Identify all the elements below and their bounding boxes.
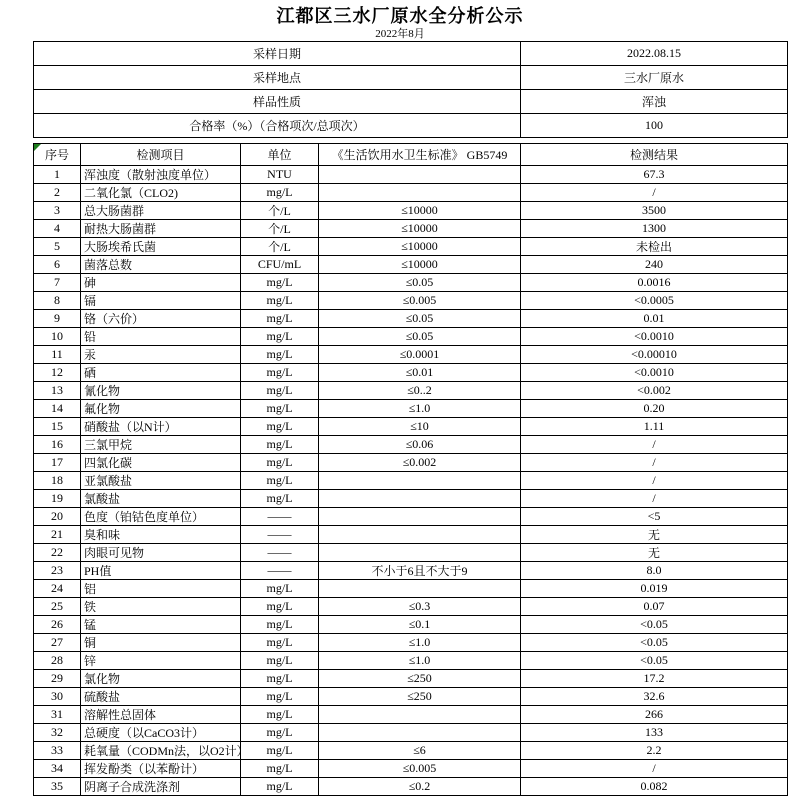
table-row xyxy=(34,724,788,742)
cell-standard: ≤0.01 xyxy=(319,364,521,382)
cell-unit: mg/L xyxy=(241,436,319,454)
cell-result: <0.002 xyxy=(521,382,788,400)
sample-info-table xyxy=(33,41,788,138)
cell-unit: mg/L xyxy=(241,328,319,346)
cell-item: 氟化物 xyxy=(81,400,241,418)
cell-item: 氯酸盐 xyxy=(81,490,241,508)
cell-item: 大肠埃希氏菌 xyxy=(81,238,241,256)
cell-result: 17.2 xyxy=(521,670,788,688)
cell-standard: ≤1.0 xyxy=(319,652,521,670)
cell-result: 2.2 xyxy=(521,742,788,760)
cell-item: 砷 xyxy=(81,274,241,292)
table-row xyxy=(34,652,788,670)
cell-unit: mg/L xyxy=(241,706,319,724)
cell-item: 氰化物 xyxy=(81,382,241,400)
table-row xyxy=(34,778,788,796)
page-title: 江都区三水厂原水全分析公示 xyxy=(276,6,524,26)
cell-seq: 33 xyxy=(34,742,81,760)
info-label: 样品性质 xyxy=(34,90,521,114)
cell-seq: 4 xyxy=(34,220,81,238)
cell-unit: mg/L xyxy=(241,292,319,310)
table-row xyxy=(34,490,788,508)
cell-seq: 26 xyxy=(34,616,81,634)
cell-standard: ≤0.005 xyxy=(319,760,521,778)
table-row xyxy=(34,742,788,760)
cell-item: 亚氯酸盐 xyxy=(81,472,241,490)
table-row xyxy=(34,418,788,436)
info-value: 浑浊 xyxy=(521,90,788,114)
table-row xyxy=(34,526,788,544)
cell-standard: ≤0.1 xyxy=(319,616,521,634)
cell-item: 总硬度（以CaCO3计） xyxy=(81,724,241,742)
cell-result: 无 xyxy=(521,544,788,562)
cell-item: 铅 xyxy=(81,328,241,346)
cell-result: 266 xyxy=(521,706,788,724)
cell-item: 菌落总数 xyxy=(81,256,241,274)
cell-standard: ≤250 xyxy=(319,688,521,706)
table-row xyxy=(34,598,788,616)
cell-standard: ≤0.05 xyxy=(319,310,521,328)
cell-item: 铁 xyxy=(81,598,241,616)
cell-unit: mg/L xyxy=(241,670,319,688)
cell-seq: 25 xyxy=(34,598,81,616)
cell-result: 240 xyxy=(521,256,788,274)
cell-seq: 12 xyxy=(34,364,81,382)
cell-standard xyxy=(319,544,521,562)
cell-standard: ≤10000 xyxy=(319,256,521,274)
cell-standard xyxy=(319,490,521,508)
cell-standard xyxy=(319,580,521,598)
cell-seq: 23 xyxy=(34,562,81,580)
cell-standard: 不小于6且不大于9 xyxy=(319,562,521,580)
cell-seq: 22 xyxy=(34,544,81,562)
cell-seq: 8 xyxy=(34,292,81,310)
cell-unit: mg/L xyxy=(241,184,319,202)
cell-standard: ≤0..2 xyxy=(319,382,521,400)
table-row xyxy=(34,634,788,652)
col-header-standard: 《生活饮用水卫生标准》 GB5749 xyxy=(319,144,521,166)
table-row xyxy=(34,706,788,724)
cell-item: 锌 xyxy=(81,652,241,670)
info-value: 100 xyxy=(521,114,788,138)
cell-item: 四氯化碳 xyxy=(81,454,241,472)
cell-standard: ≤0.002 xyxy=(319,454,521,472)
cell-seq: 2 xyxy=(34,184,81,202)
cell-standard: ≤0.005 xyxy=(319,292,521,310)
cell-standard xyxy=(319,472,521,490)
table-row xyxy=(34,202,788,220)
cell-item: 色度（铂钴色度单位） xyxy=(81,508,241,526)
cell-result: 133 xyxy=(521,724,788,742)
cell-seq: 20 xyxy=(34,508,81,526)
cell-item: 总大肠菌群 xyxy=(81,202,241,220)
cell-unit: mg/L xyxy=(241,724,319,742)
col-header-unit: 单位 xyxy=(241,144,319,166)
cell-result: 0.082 xyxy=(521,778,788,796)
cell-seq: 35 xyxy=(34,778,81,796)
info-label: 合格率（%）（合格项次/总项次） xyxy=(34,114,521,138)
cell-unit: —— xyxy=(241,562,319,580)
cell-result: 1.11 xyxy=(521,418,788,436)
cell-result: 8.0 xyxy=(521,562,788,580)
cell-result: 0.01 xyxy=(521,310,788,328)
cell-result: 无 xyxy=(521,526,788,544)
info-row xyxy=(34,90,788,114)
cell-unit: mg/L xyxy=(241,310,319,328)
cell-result: / xyxy=(521,184,788,202)
cell-result: <0.0010 xyxy=(521,328,788,346)
cell-item: 挥发酚类（以苯酚计） xyxy=(81,760,241,778)
table-row xyxy=(34,688,788,706)
cell-unit: —— xyxy=(241,508,319,526)
table-row xyxy=(34,436,788,454)
cell-standard: ≤0.06 xyxy=(319,436,521,454)
cell-standard: ≤0.05 xyxy=(319,328,521,346)
cell-unit: mg/L xyxy=(241,778,319,796)
cell-unit: mg/L xyxy=(241,400,319,418)
cell-seq: 21 xyxy=(34,526,81,544)
cell-item: 硒 xyxy=(81,364,241,382)
cell-unit: mg/L xyxy=(241,364,319,382)
cell-result: / xyxy=(521,490,788,508)
cell-item: 耗氧量（CODMn法，以O2计） xyxy=(81,742,241,760)
cell-result: 67.3 xyxy=(521,166,788,184)
cell-seq: 32 xyxy=(34,724,81,742)
cell-item: 肉眼可见物 xyxy=(81,544,241,562)
cell-item: 二氧化氯（CLO2) xyxy=(81,184,241,202)
cell-item: 溶解性总固体 xyxy=(81,706,241,724)
cell-standard xyxy=(319,706,521,724)
cell-standard: ≤6 xyxy=(319,742,521,760)
cell-unit: mg/L xyxy=(241,346,319,364)
cell-unit: 个/L xyxy=(241,202,319,220)
cell-seq: 18 xyxy=(34,472,81,490)
cell-seq: 14 xyxy=(34,400,81,418)
cell-seq: 1 xyxy=(34,166,81,184)
cell-seq: 27 xyxy=(34,634,81,652)
cell-item: PH值 xyxy=(81,562,241,580)
info-row xyxy=(34,42,788,66)
cell-standard: ≤0.3 xyxy=(319,598,521,616)
cell-item: 臭和味 xyxy=(81,526,241,544)
cell-standard xyxy=(319,508,521,526)
cell-seq: 9 xyxy=(34,310,81,328)
cell-item: 浑浊度（散射浊度单位） xyxy=(81,166,241,184)
cell-unit: mg/L xyxy=(241,472,319,490)
cell-seq: 11 xyxy=(34,346,81,364)
cell-result: 3500 xyxy=(521,202,788,220)
cell-item: 硫酸盐 xyxy=(81,688,241,706)
col-header-item: 检测项目 xyxy=(81,144,241,166)
cell-unit: mg/L xyxy=(241,382,319,400)
cell-seq: 24 xyxy=(34,580,81,598)
info-row xyxy=(34,66,788,90)
table-row xyxy=(34,580,788,598)
cell-item: 铜 xyxy=(81,634,241,652)
cell-seq: 30 xyxy=(34,688,81,706)
cell-unit: mg/L xyxy=(241,274,319,292)
table-row xyxy=(34,166,788,184)
table-row xyxy=(34,454,788,472)
cell-unit: mg/L xyxy=(241,634,319,652)
cell-standard: ≤1.0 xyxy=(319,400,521,418)
cell-unit: mg/L xyxy=(241,598,319,616)
table-row xyxy=(34,292,788,310)
cell-result: <5 xyxy=(521,508,788,526)
table-row xyxy=(34,364,788,382)
cell-seq: 29 xyxy=(34,670,81,688)
cell-item: 三氯甲烷 xyxy=(81,436,241,454)
cell-item: 镉 xyxy=(81,292,241,310)
cell-item: 锰 xyxy=(81,616,241,634)
cell-result: <0.00010 xyxy=(521,346,788,364)
table-row xyxy=(34,238,788,256)
table-row xyxy=(34,670,788,688)
cell-result: <0.05 xyxy=(521,652,788,670)
col-header-seq xyxy=(34,144,81,166)
cell-unit: mg/L xyxy=(241,760,319,778)
cell-unit: —— xyxy=(241,526,319,544)
cell-seq: 19 xyxy=(34,490,81,508)
cell-standard: ≤10000 xyxy=(319,202,521,220)
info-label: 采样地点 xyxy=(34,66,521,90)
cell-result: / xyxy=(521,454,788,472)
cell-item: 汞 xyxy=(81,346,241,364)
table-row xyxy=(34,346,788,364)
table-row xyxy=(34,220,788,238)
cell-result: <0.05 xyxy=(521,616,788,634)
cell-standard: ≤250 xyxy=(319,670,521,688)
cell-seq: 31 xyxy=(34,706,81,724)
cell-seq: 17 xyxy=(34,454,81,472)
table-row xyxy=(34,544,788,562)
cell-standard: ≤10000 xyxy=(319,220,521,238)
table-row xyxy=(34,310,788,328)
cell-seq: 3 xyxy=(34,202,81,220)
table-row xyxy=(34,382,788,400)
table-row xyxy=(34,400,788,418)
info-row xyxy=(34,114,788,138)
cell-unit: NTU xyxy=(241,166,319,184)
cell-seq: 6 xyxy=(34,256,81,274)
cell-item: 耐热大肠菌群 xyxy=(81,220,241,238)
info-label: 采样日期 xyxy=(34,42,521,66)
cell-standard xyxy=(319,724,521,742)
info-value: 三水厂原水 xyxy=(521,66,788,90)
cell-result: 1300 xyxy=(521,220,788,238)
cell-item: 硝酸盐（以N计） xyxy=(81,418,241,436)
cell-unit: CFU/mL xyxy=(241,256,319,274)
col-header-result: 检测结果 xyxy=(521,144,788,166)
cell-item: 氯化物 xyxy=(81,670,241,688)
cell-result: 0.07 xyxy=(521,598,788,616)
header-row xyxy=(34,144,788,166)
cell-unit: mg/L xyxy=(241,652,319,670)
table-row xyxy=(34,184,788,202)
cell-standard: ≤10000 xyxy=(319,238,521,256)
cell-result: <0.05 xyxy=(521,634,788,652)
cell-result: 0.20 xyxy=(521,400,788,418)
cell-unit: mg/L xyxy=(241,742,319,760)
table-row xyxy=(34,760,788,778)
cell-standard xyxy=(319,184,521,202)
cell-result: / xyxy=(521,472,788,490)
table-row xyxy=(34,256,788,274)
cell-item: 铝 xyxy=(81,580,241,598)
cell-result: 未检出 xyxy=(521,238,788,256)
cell-result: <0.0005 xyxy=(521,292,788,310)
table-row xyxy=(34,562,788,580)
cell-unit: mg/L xyxy=(241,490,319,508)
cell-result: 0.019 xyxy=(521,580,788,598)
cell-result: <0.0010 xyxy=(521,364,788,382)
col-header-seq-label: 序号 xyxy=(44,148,69,162)
cell-standard: ≤10 xyxy=(319,418,521,436)
cell-seq: 34 xyxy=(34,760,81,778)
cell-seq: 16 xyxy=(34,436,81,454)
cell-seq: 10 xyxy=(34,328,81,346)
cell-unit: mg/L xyxy=(241,454,319,472)
cell-unit: —— xyxy=(241,544,319,562)
cell-unit: mg/L xyxy=(241,418,319,436)
cell-seq: 5 xyxy=(34,238,81,256)
analysis-table xyxy=(33,143,788,796)
table-row xyxy=(34,508,788,526)
cell-standard: ≤0.0001 xyxy=(319,346,521,364)
page-subtitle: 2022年8月 xyxy=(375,28,425,40)
cell-standard: ≤0.2 xyxy=(319,778,521,796)
comment-indicator-icon xyxy=(34,144,41,151)
cell-standard: ≤1.0 xyxy=(319,634,521,652)
cell-seq: 13 xyxy=(34,382,81,400)
cell-unit: 个/L xyxy=(241,238,319,256)
cell-unit: mg/L xyxy=(241,580,319,598)
table-row xyxy=(34,472,788,490)
cell-result: 0.0016 xyxy=(521,274,788,292)
cell-result: / xyxy=(521,436,788,454)
cell-standard: ≤0.05 xyxy=(319,274,521,292)
table-row xyxy=(34,328,788,346)
info-value: 2022.08.15 xyxy=(521,42,788,66)
cell-seq: 28 xyxy=(34,652,81,670)
cell-unit: 个/L xyxy=(241,220,319,238)
cell-seq: 15 xyxy=(34,418,81,436)
table-row xyxy=(34,274,788,292)
cell-unit: mg/L xyxy=(241,688,319,706)
cell-result: / xyxy=(521,760,788,778)
cell-result: 32.6 xyxy=(521,688,788,706)
cell-standard xyxy=(319,166,521,184)
cell-unit: mg/L xyxy=(241,616,319,634)
cell-seq: 7 xyxy=(34,274,81,292)
table-row xyxy=(34,616,788,634)
cell-item: 铬（六价） xyxy=(81,310,241,328)
cell-standard xyxy=(319,526,521,544)
cell-item: 阴离子合成洗涤剂 xyxy=(81,778,241,796)
